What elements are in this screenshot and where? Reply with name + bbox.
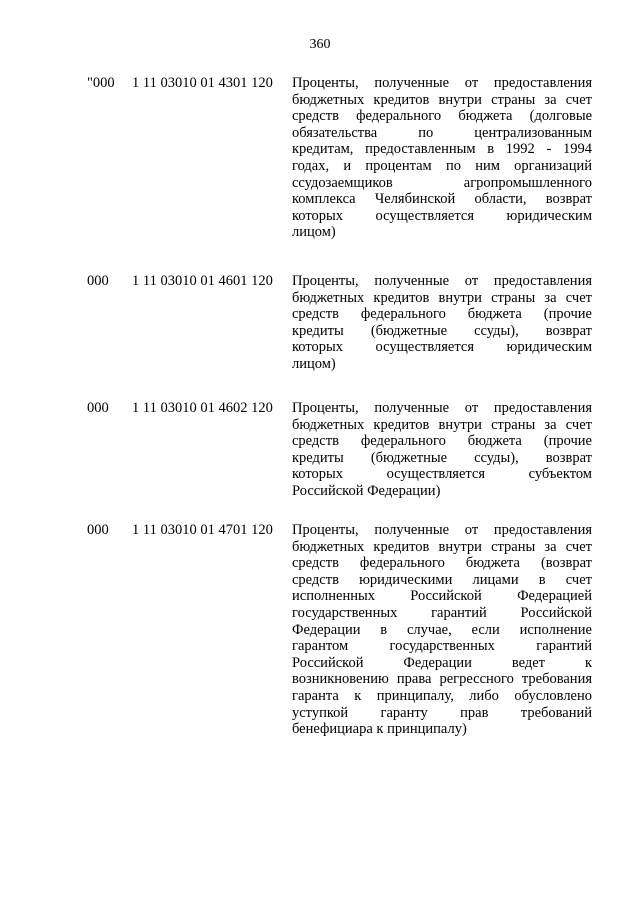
description-line: годах, и процентам по ним организаций bbox=[292, 157, 592, 174]
description-line: средств федерального бюджета (прочие bbox=[292, 433, 592, 450]
description-line: кредиты (бюджетные ссуды), возврат bbox=[292, 449, 592, 466]
description-line: кредитам, предоставленным в 1992 - 1994 bbox=[292, 141, 592, 158]
description-line: средств федерального бюджета (возврат bbox=[292, 555, 592, 572]
description-line: исполненных Российской Федерацией bbox=[292, 588, 592, 605]
description-line: бюджетных кредитов внутри страны за счет bbox=[292, 289, 592, 306]
description-line: лицом) bbox=[292, 224, 336, 241]
description-line: кредиты (бюджетные ссуды), возврат bbox=[292, 322, 592, 339]
description-line: средств юридическими лицами в счет bbox=[292, 571, 592, 588]
description-line: ссудозаемщиков агропромышленного bbox=[292, 174, 592, 191]
kbk-code: 1 11 03010 01 4301 120 bbox=[132, 75, 273, 91]
admin-code: 000 bbox=[87, 400, 109, 416]
description-line: Федерации в случае, если исполнение bbox=[292, 621, 592, 638]
description-line: которых осуществляется юридическим bbox=[292, 339, 592, 356]
description-line: уступкой гаранту прав требований bbox=[292, 704, 592, 721]
description-line: Проценты, полученные от предоставления bbox=[292, 400, 592, 416]
income-description bbox=[292, 75, 592, 241]
description-line: государственных гарантий Российской bbox=[292, 604, 592, 621]
description-line: которых осуществляется субъектом bbox=[292, 466, 592, 483]
kbk-code: 1 11 03010 01 4601 120 bbox=[132, 273, 273, 289]
description-line: бюджетных кредитов внутри страны за счет bbox=[292, 538, 592, 555]
kbk-code: 1 11 03010 01 4701 120 bbox=[132, 522, 273, 538]
page-number: 360 bbox=[309, 37, 331, 52]
income-description bbox=[292, 522, 592, 738]
description-line: средств федерального бюджета (прочие bbox=[292, 306, 592, 323]
description-line: Проценты, полученные от предоставления bbox=[292, 522, 592, 538]
admin-code: "000 bbox=[87, 75, 115, 91]
description-line: бюджетных кредитов внутри страны за счет bbox=[292, 91, 592, 108]
description-line: обязательства по централизованным bbox=[292, 124, 592, 141]
description-line: бюджетных кредитов внутри страны за счет bbox=[292, 416, 592, 433]
kbk-code: 1 11 03010 01 4602 120 bbox=[132, 400, 273, 416]
description-line: возникновению права регрессного требования bbox=[292, 671, 592, 688]
description-line: средств федерального бюджета (долговые bbox=[292, 108, 592, 125]
admin-code: 000 bbox=[87, 273, 109, 289]
description-line: лицом) bbox=[292, 355, 336, 372]
income-description bbox=[292, 273, 592, 373]
description-line: бенефициара к принципалу) bbox=[292, 721, 467, 738]
description-line: гарантом государственных гарантий bbox=[292, 638, 592, 655]
description-line: Российской Федерации) bbox=[292, 482, 441, 499]
description-line: Проценты, полученные от предоставления bbox=[292, 75, 592, 91]
description-line: комплекса Челябинской области, возврат bbox=[292, 191, 592, 208]
income-description bbox=[292, 400, 592, 500]
description-line: Российской Федерации ведет к bbox=[292, 654, 592, 671]
admin-code: 000 bbox=[87, 522, 109, 538]
description-line: которых осуществляется юридическим bbox=[292, 207, 592, 224]
description-line: Проценты, полученные от предоставления bbox=[292, 273, 592, 289]
description-line: гаранта к принципалу, либо обусловлено bbox=[292, 687, 592, 704]
